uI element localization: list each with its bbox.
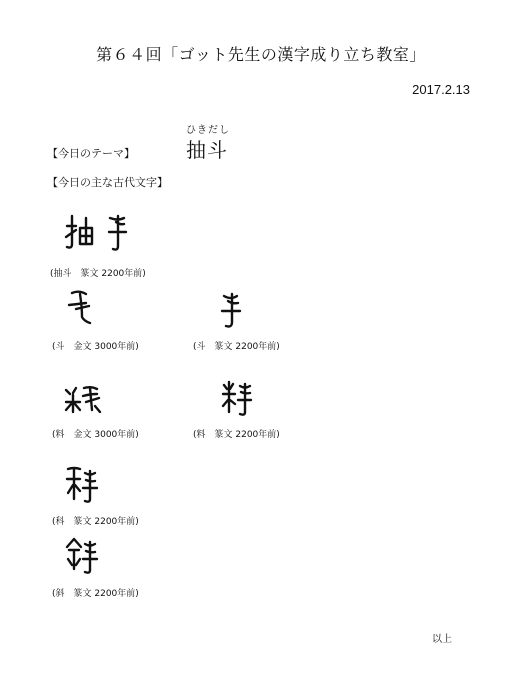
document-date: 2017.2.13 [412,82,470,97]
closing-remark: 以上 [432,634,452,645]
theme-word: 抽斗 [186,138,228,162]
theme-label: 【今日のテーマ】 [47,147,135,160]
seal-glyph-chuto [62,212,134,256]
seal-glyph-ka [64,463,100,507]
glyph-caption: (斜 篆文 2200年前) [52,589,139,599]
bronze-glyph-to [64,287,100,327]
glyph-caption: (料 篆文 2200年前) [193,430,280,440]
document-title: 第６４回「ゴット先生の漢字成り立ち教室」 [96,45,426,64]
glyph-caption: (抽斗 篆文 2200年前) [50,269,146,279]
bronze-glyph-ryo [62,382,104,416]
glyph-caption: (科 篆文 2200年前) [52,517,139,527]
theme-furigana: ひきだし [186,125,230,136]
seal-glyph-sha [64,535,100,577]
seal-glyph-ryo [220,378,254,418]
seal-glyph-to [218,290,248,332]
glyph-caption: (斗 篆文 2200年前) [193,342,280,352]
glyph-caption: (料 金文 3000年前) [52,430,139,440]
glyph-caption: (斗 金文 3000年前) [52,342,139,352]
glyphs-heading: 【今日の主な古代文字】 [47,176,168,189]
